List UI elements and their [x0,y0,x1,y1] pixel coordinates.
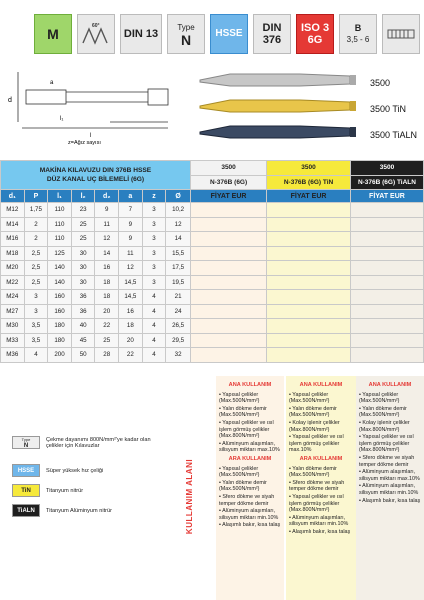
col-header-z: z [142,190,166,203]
table-cell: 4 [142,348,166,363]
col-header-d1: d₁ [1,190,25,203]
table-cell: 12 [95,232,119,247]
table-cell: 4 [142,290,166,305]
table-cell: 7 [119,203,143,218]
price-cell [350,261,423,276]
usage-item: • Yapısal çelikler ve ısıl işlem görmüş çelikler (Max.800N/mm²) [359,434,421,454]
table-row [1,304,424,319]
table-cell: 26,5 [166,319,191,334]
table-cell: M14 [1,217,25,232]
table-cell: 14,5 [119,290,143,305]
table-cell: 30 [71,246,95,261]
iso-line2: 6G [307,34,323,46]
tap-label-tialn: 3500 TiALN [370,130,418,140]
table-row [1,319,424,334]
table-cell: 14 [95,246,119,261]
table-cell: 30 [71,261,95,276]
table-cell: M20 [1,261,25,276]
price-cell [350,290,423,305]
svg-text:a: a [50,80,54,86]
usage-section [0,376,424,600]
usage-col-plain-side-list [219,466,281,529]
product-name-tin: N-376B (6G) TiN [267,175,351,190]
table-cell: 29,5 [166,333,191,348]
col-header-drill: Ø [166,190,191,203]
svg-text:60°: 60° [92,23,100,29]
legend-hsse [12,464,103,477]
thread-profile-icon [81,19,111,49]
table-cell: 110 [48,203,72,218]
usage-item: • Alaşımlı bakır, kısa talaş [289,529,353,536]
table-row [1,333,424,348]
usage-col-plain-main-title: ANA KULLANIM [228,382,272,388]
usage-item: • Alüminyum alaşımları, silisyum miktarı min.10% [289,515,353,528]
table-row [1,275,424,290]
table-cell: 45 [71,333,95,348]
spec-table [0,160,424,363]
table-cell: 18 [95,275,119,290]
table-cell: 1,75 [24,203,48,218]
usage-item: • Yapısal çelikler ve ısıl işlem görmüş çelikler (Max.800N/mm²) [219,420,281,440]
flute-badge [339,14,377,54]
metric-badge [34,14,72,54]
table-cell: M18 [1,246,25,261]
tap-image-plain [200,74,356,86]
table-cell: 19,5 [166,275,191,290]
price-cell [190,333,266,348]
table-cell: 16 [119,304,143,319]
table-cell: 24 [166,304,191,319]
table-title [1,161,191,190]
tin-box: TiN [12,484,40,497]
col-header-d2: d₂ [95,190,119,203]
usage-col-tin-side-title: ARA KULLANIM [299,455,343,462]
price-cell [190,217,266,232]
usage-vertical-label [180,436,200,556]
price-cell [190,275,266,290]
flute-range: 3,5 - 6 [346,35,370,44]
thread-angle-badge [77,14,115,54]
table-cell: 160 [48,290,72,305]
product-code-tin: 3500 [267,161,351,176]
price-cell [190,304,266,319]
tap-label-tin: 3500 TiN [370,104,407,114]
legend-tialn-text: Titanyum Alüminyum nitrür [46,507,113,514]
usage-item: • Alüminyum alaşımları, silisyum miktarı max.10% [219,441,281,454]
usage-col-tin [286,376,356,600]
table-title-line1: MAKİNA KILAVUZU DIN 376B HSSE [39,167,152,174]
table-cell: 2,5 [24,246,48,261]
usage-item: • Alaşımlı bakır, kısa talaş [359,498,421,505]
table-row [1,203,424,218]
table-cell: 4 [142,304,166,319]
price-cell [350,203,423,218]
table-cell: 15,5 [166,246,191,261]
legend-tin-text: Titanyum nitrür [46,487,84,494]
table-cell: 2 [24,232,48,247]
table-cell: 16 [95,261,119,276]
table-cell: 4 [142,319,166,334]
usage-item: • Alüminyum alaşımları, silisyum miktarı min.10% [359,483,421,496]
table-cell: 3 [142,217,166,232]
price-cell [267,203,351,218]
usage-col-tin-main-title: ANA KULLANIM [299,382,343,388]
iso-line1: ISO 3 [300,22,330,34]
price-header-tialn: FİYAT EUR [350,190,423,203]
table-cell: M36 [1,348,25,363]
usage-item: • Alüminyum alaşımları, silisyum miktarı min.10% [219,508,281,521]
din13-label: DIN 13 [123,28,159,40]
price-cell [267,217,351,232]
price-cell [350,333,423,348]
price-cell [267,232,351,247]
table-title-line2: DÜZ KANAL UÇ BİLEMELİ (6G) [46,176,145,183]
price-cell [350,319,423,334]
table-row [1,232,424,247]
price-cell [267,275,351,290]
usage-item: • Yapısal çelikler ve ısıl işlem görmüş çelikler (Max.800N/mm²) [289,494,353,514]
price-cell [190,319,266,334]
table-cell: 9 [119,217,143,232]
svg-text:d: d [8,97,12,104]
price-cell [267,246,351,261]
table-cell: 3 [142,275,166,290]
col-header-l1: l₁ [48,190,72,203]
type-n-box-top: Type [21,436,31,442]
price-cell [190,203,266,218]
product-code-plain: 3500 [190,161,266,176]
usage-item: • Yalın dökme demir (Max.500N/mm²) [359,406,421,419]
table-cell: 11 [119,246,143,261]
usage-item: • Kolay işlenir çelikler (Max.800N/mm²) [359,420,421,433]
table-cell: 36 [71,304,95,319]
table-cell: 36 [71,290,95,305]
usage-item: • Yapısal çelikler (Max.500N/mm²) [219,466,281,479]
usage-item: • Yalın dökme demir (Max.500N/mm²) [219,480,281,493]
table-cell: M33 [1,333,25,348]
hsse-label: HSSE [215,28,243,39]
type-label: Type [177,23,195,32]
usage-item: • Sfero dökme ve siyah temper dökme demir [289,480,353,493]
usage-item: • Yapısal çelikler ve ısıl işlem görmüş çelikler max.10% [289,434,353,454]
din376-line1: DIN [262,22,282,34]
legend-tin [12,484,83,497]
legend-type-n-text: Çekme dayanımı 800N/mm²'ye kadar olan çelikler için Kılavuzlar [46,436,151,449]
price-cell [190,261,266,276]
table-cell: 14,5 [119,275,143,290]
table-body [1,203,424,363]
table-cell: 110 [48,217,72,232]
table-cell: 125 [48,246,72,261]
din376-line2: 376 [262,34,282,46]
price-cell [267,348,351,363]
svg-text:l: l [90,133,92,139]
table-cell: 160 [48,304,72,319]
table-cell: 32 [166,348,191,363]
table-cell: 2,5 [24,261,48,276]
usage-item: • Alüminyum alaşımları, silisyum miktarı max.10% [359,469,421,482]
table-cell: 140 [48,275,72,290]
usage-item: • Sfero dökme ve siyah temper dökme demir [219,494,281,507]
table-cell: 3 [142,261,166,276]
usage-item: • Yapısal çelikler (Max.500N/mm²) [359,392,421,405]
table-cell: 3,5 [24,333,48,348]
svg-text:l₁: l₁ [60,116,64,122]
usage-col-plain-side-title: ARA KULLANIM [228,455,272,462]
price-cell [350,217,423,232]
table-cell: 11 [95,217,119,232]
price-cell [190,290,266,305]
table-cell: 50 [71,348,95,363]
tap-image-tin [200,100,356,112]
usage-item: • Yalın dökme demir (Max.500N/mm²) [289,406,353,419]
usage-item: • Sfero dökme ve siyah temper dökme demir [359,455,421,468]
usage-item: • Kolay işlenir çelikler (Max.800N/mm²) [289,420,353,433]
table-cell: M12 [1,203,25,218]
usage-col-tialn [356,376,424,600]
table-cell: 20 [119,333,143,348]
price-cell [190,246,266,261]
table-cell: 25 [71,232,95,247]
table-cell: M27 [1,304,25,319]
table-row [1,290,424,305]
table-cell: 25 [71,217,95,232]
table-cell: 2 [24,217,48,232]
usage-item: • Yalın dökme demir (Max.500N/mm²) [219,406,281,419]
price-cell [190,232,266,247]
price-cell [267,319,351,334]
table-cell: 3 [24,290,48,305]
usage-item: • Yalın dökme demir (Max.500N/mm²) [289,466,353,479]
svg-text:z=Ağız sayısı: z=Ağız sayısı [68,140,101,146]
price-cell [350,246,423,261]
price-cell [190,348,266,363]
din13-badge [120,14,162,54]
table-cell: 30 [71,275,95,290]
table-row [1,348,424,363]
type-badge [167,14,205,54]
table-cell: 25 [95,333,119,348]
tap-label-plain: 3500 [370,78,391,88]
table-cell: 12 [119,261,143,276]
table-row [1,217,424,232]
type-value: N [180,32,192,48]
tap-drawing [0,62,424,158]
type-n-box-label: N [23,442,29,449]
usage-item: • Yapısal çelikler (Max.500N/mm²) [219,392,281,405]
usage-col-tialn-main-list [359,392,421,505]
legend-hsse-text: Süper yüksek hız çeliği [46,467,104,474]
table-cell: 3 [24,304,48,319]
table-cell: 17,5 [166,261,191,276]
table-cell: 3 [142,203,166,218]
din376-badge [253,14,291,54]
price-header-tin: FİYAT EUR [267,190,351,203]
product-code-tialn: 3500 [350,161,423,176]
price-cell [267,261,351,276]
table-cell: 3 [142,246,166,261]
col-header-a: a [119,190,143,203]
table-cell: 200 [48,348,72,363]
flute-label: B [354,23,362,33]
table-cell: 140 [48,261,72,276]
legend-type-n [12,436,166,449]
product-name-tialn: N-376B (6G) TiALN [350,175,423,190]
product-name-plain: N-376B (6G) [190,175,266,190]
metric-label: M [47,26,59,42]
table-cell: 3,5 [24,319,48,334]
table-cell: M30 [1,319,25,334]
usage-vertical-text: KULLANIM ALANI [185,458,195,534]
usage-col-plain [216,376,284,600]
usage-item: • Yapısal çelikler (Max.500N/mm²) [289,392,353,405]
table-cell: 180 [48,333,72,348]
usage-col-tin-side-list [289,466,353,536]
usage-col-plain-main-list [219,392,281,454]
table-cell: 10,2 [166,203,191,218]
table-cell: 18 [119,319,143,334]
price-cell [267,333,351,348]
usage-item: • Alaşımlı bakır, kısa talaş [219,522,281,529]
straight-flute-badge [382,14,420,54]
table-cell: 4 [142,333,166,348]
table-cell: 4 [24,348,48,363]
hsse-box: HSSE [12,464,40,477]
table-cell: 12 [166,217,191,232]
usage-col-tin-main-list [289,392,353,454]
table-cell: 14 [166,232,191,247]
table-cell: 28 [95,348,119,363]
tap-image-tialn [200,126,356,138]
spec-badges [34,14,420,54]
table-row [1,246,424,261]
hsse-badge [210,14,248,54]
table-cell: 3 [142,232,166,247]
table-cell: M22 [1,275,25,290]
technical-drawing [0,62,424,158]
table-cell: 23 [71,203,95,218]
table-cell: M16 [1,232,25,247]
price-cell [267,304,351,319]
price-cell [350,275,423,290]
table-cell: 20 [95,304,119,319]
iso-badge [296,14,334,54]
usage-col-tialn-main-title: ANA KULLANIM [368,382,412,388]
table-cell: 22 [95,319,119,334]
price-cell [350,232,423,247]
price-header-plain: FİYAT EUR [190,190,266,203]
table-cell: 2,5 [24,275,48,290]
table-cell: 21 [166,290,191,305]
table-cell: 40 [71,319,95,334]
straight-flute-icon [386,24,416,44]
col-header-l2: l₂ [71,190,95,203]
legend-tialn [12,504,112,517]
table-row [1,261,424,276]
price-cell [267,290,351,305]
table-cell: 110 [48,232,72,247]
type-n-box [12,436,40,449]
tialn-box: TiALN [12,504,40,517]
price-cell [350,348,423,363]
table-cell: 22 [119,348,143,363]
table-cell: 9 [95,203,119,218]
price-cell [350,304,423,319]
table-cell: M24 [1,290,25,305]
table-cell: 180 [48,319,72,334]
col-header-p: P [24,190,48,203]
table-cell: 9 [119,232,143,247]
table-cell: 18 [95,290,119,305]
